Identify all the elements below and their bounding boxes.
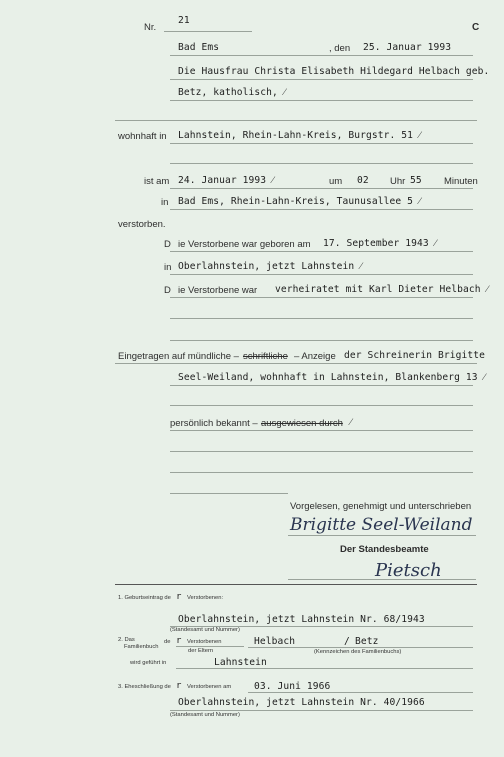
kept-in-underline bbox=[176, 668, 473, 669]
known-end: ⁄ bbox=[350, 417, 352, 428]
death-date-label: ist am bbox=[144, 176, 170, 187]
corner-letter: C bbox=[472, 22, 480, 33]
birth-place: Oberlahnstein, jetzt Lahnstein ⁄ bbox=[178, 261, 362, 272]
declarant-line-2: Betz, katholisch, ⁄ bbox=[178, 87, 286, 98]
known-struck: ausgewiesen durch bbox=[261, 418, 343, 429]
residence-label: wohnhaft in bbox=[118, 131, 167, 142]
residence-value: Lahnstein, Rhein-Lahn-Kreis, Burgstr. 51 ⁄ bbox=[178, 130, 421, 141]
marital-status: verheiratet mit Karl Dieter Helbach ⁄ bbox=[275, 284, 489, 295]
minute-unit: Minuten bbox=[444, 176, 478, 187]
registration-label-end: – Anzeige bbox=[294, 351, 336, 362]
signature-underline bbox=[288, 535, 476, 536]
death-date-underline bbox=[170, 188, 473, 189]
blank-rule-8 bbox=[170, 493, 288, 494]
footer-2-de: de bbox=[164, 639, 171, 645]
footer-3-label-2: Verstorbenen am bbox=[187, 684, 232, 690]
registrar-signature: Pietsch bbox=[375, 560, 442, 581]
death-place: Bad Ems, Rhein-Lahn-Kreis, Taunusallee 5 ⁄ bbox=[178, 196, 421, 207]
blank-rule-5 bbox=[170, 405, 473, 406]
footer-3-r: r bbox=[176, 681, 182, 691]
death-hour: 02 bbox=[357, 175, 369, 186]
hour-unit: Uhr bbox=[390, 176, 406, 187]
known-label: persönlich bekannt – bbox=[170, 418, 258, 429]
death-minute: 55 bbox=[410, 175, 422, 186]
marriage-entry-value: Oberlahnstein, jetzt Lahnstein Nr. 40/1966 bbox=[178, 697, 425, 708]
family-book-underline bbox=[248, 647, 473, 648]
kept-in-label: wird geführt in bbox=[130, 660, 167, 666]
informant-underline-2 bbox=[170, 385, 473, 386]
footer-1-r: r bbox=[176, 592, 182, 602]
kept-in-value: Lahnstein bbox=[214, 657, 267, 668]
known-underline bbox=[170, 430, 473, 431]
registration-label: Eingetragen auf mündliche – bbox=[118, 351, 239, 362]
footer-3-label: 3. Eheschließung de bbox=[118, 684, 171, 690]
marriage-entry-underline bbox=[170, 710, 473, 711]
birth-date: 17. September 1943 ⁄ bbox=[323, 238, 437, 249]
registration-date: 25. Januar 1993 bbox=[363, 42, 452, 53]
birth-entry-value: Oberlahnstein, jetzt Lahnstein Nr. 68/1943 bbox=[178, 614, 425, 625]
blank-rule-3 bbox=[170, 318, 473, 319]
marriage-date-underline bbox=[248, 692, 473, 693]
blank-rule-1 bbox=[115, 120, 477, 121]
birth-place-underline bbox=[170, 274, 473, 275]
married-underline bbox=[170, 297, 473, 298]
footer-1-label-2: Verstorbenen: bbox=[187, 595, 224, 601]
born-prefix: D bbox=[164, 239, 171, 250]
informant-line-2: Seel-Weiland, wohnhaft in Lahnstein, Blankenberg 13 ⁄ bbox=[178, 372, 486, 383]
read-approved-line: Vorgelesen, genehmigt und unterschrieben bbox=[290, 501, 472, 512]
death-place-label: in bbox=[161, 197, 169, 208]
informant-signature: Brigitte Seel-Weiland bbox=[290, 515, 473, 535]
footer-2-parents: der Eltern bbox=[188, 648, 214, 654]
birth-entry-caption: (Standesamt und Nummer) bbox=[170, 627, 240, 633]
married-text: ie Verstorbene war bbox=[178, 285, 258, 296]
registration-struck: schriftliche bbox=[243, 351, 288, 362]
registration-place: Bad Ems bbox=[178, 42, 220, 53]
birth-place-label: in bbox=[164, 262, 172, 273]
death-verb: verstorben. bbox=[118, 219, 166, 230]
marriage-entry-caption: (Standesamt und Nummer) bbox=[170, 712, 240, 718]
informant-line-1: der Schreinerin Brigitte bbox=[344, 350, 486, 361]
registrar-title: Der Standesbeamte bbox=[340, 544, 429, 555]
footer-separator bbox=[115, 584, 477, 585]
declarant-line-1: Die Hausfrau Christa Elisabeth Hildegard Helbach geb. bbox=[178, 66, 490, 77]
blank-rule-6 bbox=[170, 451, 473, 452]
residence-underline bbox=[170, 143, 473, 144]
family-book-name-1: Helbach bbox=[254, 636, 296, 647]
declarant-underline-2 bbox=[170, 100, 473, 101]
footer-2-r: r bbox=[176, 636, 182, 646]
family-book-name-2: Betz bbox=[355, 636, 379, 647]
family-book-caption: (Kennzeichen des Familienbuchs) bbox=[314, 649, 402, 655]
nr-label: Nr. bbox=[144, 22, 157, 33]
time-label: um bbox=[329, 176, 343, 187]
footer-2-label-a: 2. Das bbox=[118, 637, 135, 643]
blank-rule-7 bbox=[170, 472, 473, 473]
death-place-underline bbox=[170, 209, 473, 210]
marriage-date: 03. Juni 1966 bbox=[254, 681, 331, 692]
birth-date-underline bbox=[170, 251, 473, 252]
married-prefix: D bbox=[164, 285, 171, 296]
blank-rule-2 bbox=[170, 163, 473, 164]
footer-1-label: 1. Geburtseintrag de bbox=[118, 595, 171, 601]
declarant-underline-1 bbox=[170, 79, 473, 80]
nr-value: 21 bbox=[178, 15, 190, 26]
nr-underline bbox=[164, 31, 252, 32]
informant-underline-1 bbox=[115, 363, 477, 364]
blank-rule-4 bbox=[170, 340, 473, 341]
date-prefix: , den bbox=[329, 43, 351, 54]
registrar-underline bbox=[288, 579, 476, 580]
family-book-slash: / bbox=[344, 636, 350, 647]
footer-2-deceased: Verstorbenen bbox=[187, 639, 222, 645]
footer-2-separator bbox=[176, 646, 244, 647]
born-text: ie Verstorbene war geboren am bbox=[178, 239, 311, 250]
death-date: 24. Januar 1993 ⁄ bbox=[178, 175, 274, 186]
place-date-underline bbox=[170, 55, 473, 56]
footer-2-label-b: Familienbuch bbox=[124, 644, 159, 650]
